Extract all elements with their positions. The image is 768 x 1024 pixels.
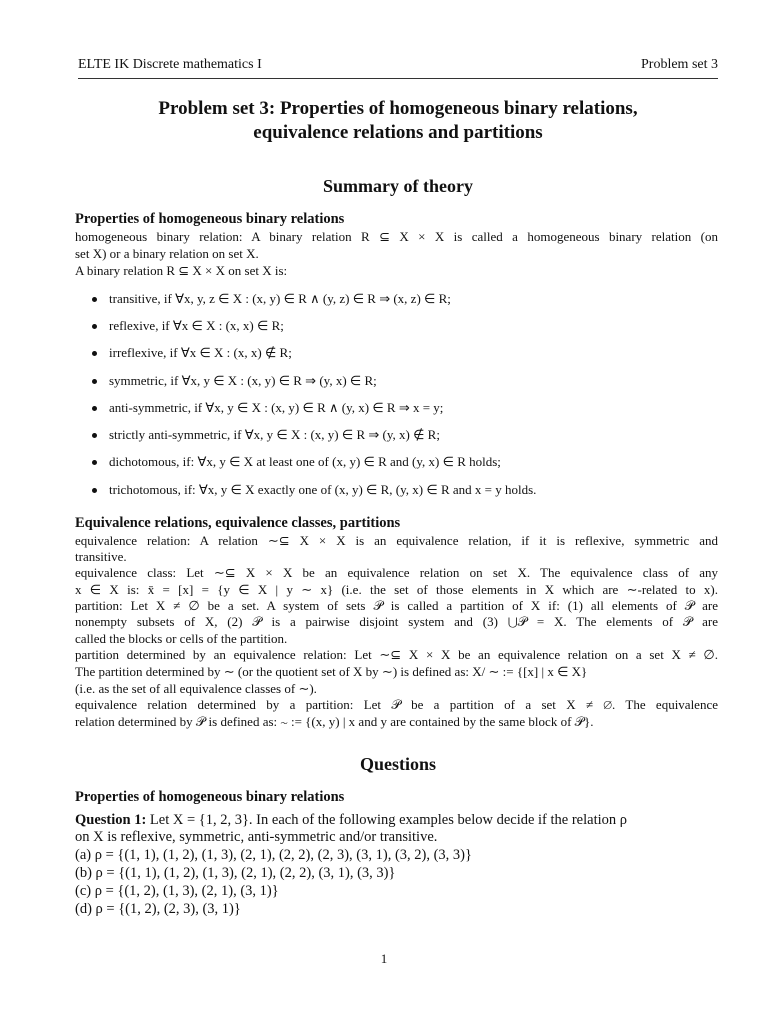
list-item: irreflexive, if ∀x ∈ X : (x, x) ∉ R; <box>92 345 292 361</box>
list-item: transitive, if ∀x, y, z ∈ X : (x, y) ∈ R ∧ (y, z) ∈ R ⇒ (x, z) ∈ R; <box>92 291 451 307</box>
question-option: (b) ρ = {(1, 1), (1, 2), (1, 3), (2, 1), (2, 2), (3, 1), (3, 3)} <box>75 865 396 881</box>
equiv-line: equivalence relation: A relation ∼⊆ X × X is an equivalence relation, if it is reflexive, symmetric and <box>75 533 718 548</box>
question-label: Question 1: <box>75 812 147 828</box>
equiv-line: partition determined by an equivalence relation: Let ∼⊆ X × X be an equivalence relation on a set X ≠ ∅. <box>75 647 718 662</box>
questions-heading: Questions <box>359 754 437 774</box>
question-text-line: on X is reflexive, symmetric, anti-symmetric and/or transitive. <box>75 829 438 845</box>
list-item: reflexive, if ∀x ∈ X : (x, x) ∈ R; <box>92 318 284 334</box>
equiv-line: relation determined by 𝒫 is defined as: ∼ := {(x, y) | x and y are contained by the same block of 𝒫}. <box>75 714 594 729</box>
list-item: symmetric, if ∀x, y ∈ X : (x, y) ∈ R ⇒ (y, x) ∈ R; <box>92 373 377 389</box>
bullet-icon <box>92 406 97 411</box>
header-rule <box>78 78 718 79</box>
equiv-line: equivalence class: Let ∼⊆ X × X be an equivalence relation on set X. The equivalence class of any <box>75 565 718 580</box>
list-item: dichotomous, if: ∀x, y ∈ X at least one of (x, y) ∈ R and (y, x) ∈ R holds; <box>92 454 501 470</box>
question-text: Let X = {1, 2, 3}. In each of the following examples below decide if the relation ρ <box>146 812 627 828</box>
equiv-line: partition: Let X ≠ ∅ be a set. A system of sets 𝒫 is called a partition of X if: (1) all elements of 𝒫 are <box>75 598 718 613</box>
props-line: set X) or a binary relation on set X. <box>75 246 259 261</box>
list-item: strictly anti-symmetric, if ∀x, y ∈ X : (x, y) ∈ R ⇒ (y, x) ∉ R; <box>92 427 440 443</box>
equiv-heading: Equivalence relations, equivalence classes, partitions <box>75 515 401 531</box>
props-line: A binary relation R ⊆ X × X on set X is: <box>75 263 288 278</box>
equiv-line: called the blocks or cells of the partition. <box>75 631 288 646</box>
title-line-2: equivalence relations and partitions <box>253 122 543 143</box>
header-course: ELTE IK Discrete mathematics I <box>78 57 262 72</box>
question-option: (c) ρ = {(1, 2), (1, 3), (2, 1), (3, 1)} <box>75 883 279 899</box>
bullet-icon <box>92 324 97 329</box>
title-line-1: Problem set 3: Properties of homogeneous binary relations, <box>158 98 638 119</box>
list-item: trichotomous, if: ∀x, y ∈ X exactly one of (x, y) ∈ R, (y, x) ∈ R and x = y holds. <box>92 482 536 498</box>
equiv-line: transitive. <box>75 549 127 564</box>
question-1 <box>75 812 627 829</box>
questions-subheading: Properties of homogeneous binary relations <box>75 789 345 805</box>
props-heading: Properties of homogeneous binary relations <box>75 211 345 227</box>
equiv-line: x ∈ X is: x̄ = [x] = {y ∈ X | y ∼ x} (i.e. the set of those elements in X which are ∼-related to x). <box>75 582 718 597</box>
bullet-icon <box>92 297 97 302</box>
equiv-line: (i.e. as the set of all equivalence classes of ∼). <box>75 681 317 696</box>
equiv-line: nonempty subsets of X, (2) 𝒫 is a pairwise disjoint system and (3) ⋃𝒫 = X. The elements of 𝒫 are <box>75 614 718 629</box>
page-number: 1 <box>380 951 388 966</box>
running-header <box>78 57 718 77</box>
equiv-line: equivalence relation determined by a partition: Let 𝒫 be a partition of a set X ≠ ∅. The equivalence <box>75 697 718 712</box>
question-option: (d) ρ = {(1, 2), (2, 3), (3, 1)} <box>75 901 241 917</box>
bullet-icon <box>92 488 97 493</box>
summary-heading: Summary of theory <box>323 176 473 196</box>
bullet-icon <box>92 433 97 438</box>
page-title <box>78 97 718 145</box>
header-problem-set: Problem set 3 <box>641 57 718 72</box>
bullet-icon <box>92 460 97 465</box>
props-line: homogeneous binary relation: A binary relation R ⊆ X × X is called a homogeneous binary relation (on <box>75 229 718 244</box>
bullet-icon <box>92 351 97 356</box>
bullet-icon <box>92 379 97 384</box>
question-option: (a) ρ = {(1, 1), (1, 2), (1, 3), (2, 1), (2, 2), (2, 3), (3, 1), (3, 2), (3, 3)} <box>75 847 472 863</box>
list-item: anti-symmetric, if ∀x, y ∈ X : (x, y) ∈ R ∧ (y, x) ∈ R ⇒ x = y; <box>92 400 443 416</box>
equiv-line: The partition determined by ∼ (or the quotient set of X by ∼) is defined as: X/ ∼ := {[x] | x ∈ X} <box>75 664 588 679</box>
